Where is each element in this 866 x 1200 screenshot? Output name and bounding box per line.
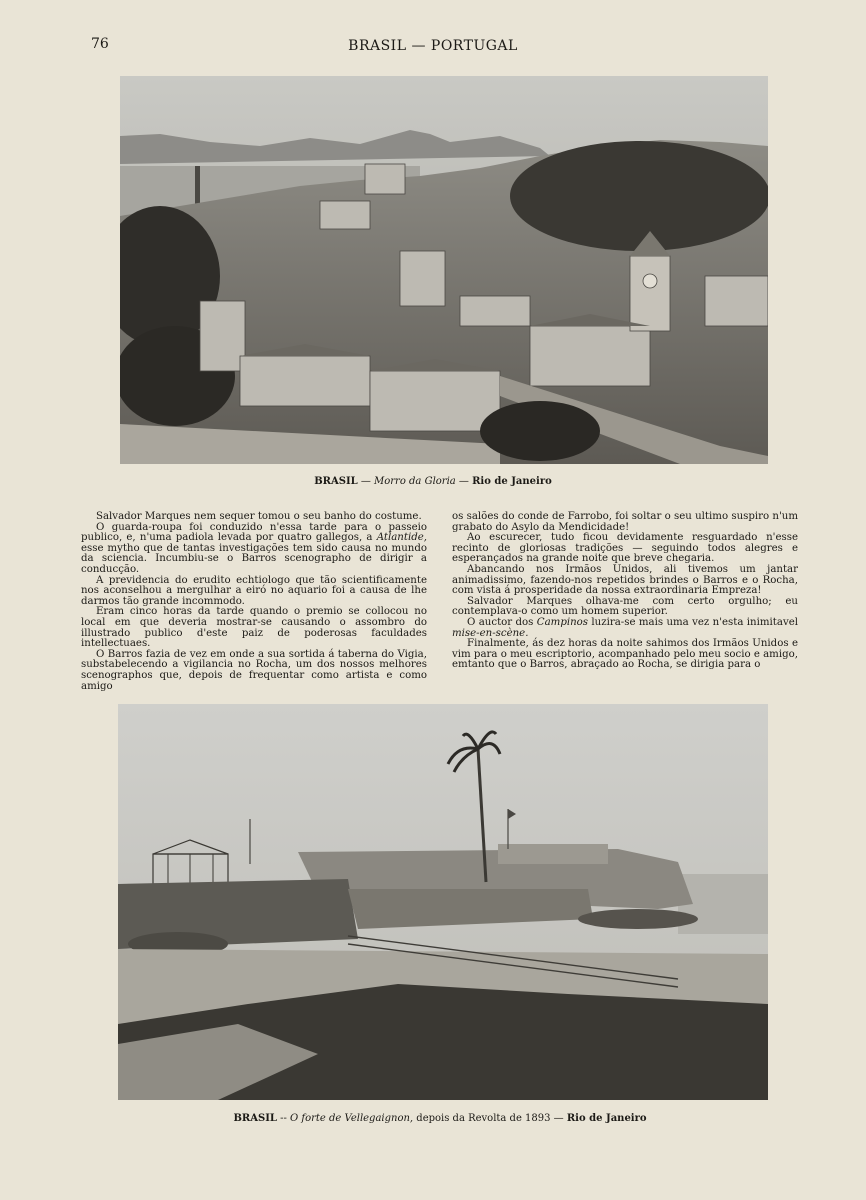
caption-place: Rio de Janeiro [472,476,552,487]
text-column-right [452,512,798,671]
text-run-italic: Atlantide, [376,532,427,544]
text-run: O auctor dos [467,616,537,628]
text-run: O guarda-roupa foi conduzido n'essa tarde para o passeio publico, e, n'uma padiola levada por quatro gallegos, a [81,521,427,544]
caption-separator: — [357,476,375,487]
caption-country: BRASIL [233,1113,277,1124]
text-run-italic: Campinos [536,616,589,628]
text-column-left [81,512,427,692]
caption-description: O forte de Vellegaignon, [290,1113,414,1124]
photo-forte-vellegaignon [118,704,768,1100]
caption-country: BRASIL [314,476,358,487]
paragraph [81,523,427,576]
caption-bottom [0,1113,866,1124]
text-run: esse mytho que de tantas investigações tem sido causa no mundo da sciencia. Incumbiu-se o Barros scenographo de dirigir a conducção. [81,542,427,575]
caption-separator: -- [276,1113,291,1124]
caption-separator: — [455,476,473,487]
caption-middle: depois da Revolta de 1893 — [413,1113,567,1124]
paragraph: Ao escurecer, tudo ficou devidamente resguardado n'esse recinto de gloriosas tradições — seguindo todos alegres e esperançados na grande noite que breve chegaria. [452,532,798,565]
caption-top [0,476,866,487]
paragraph: O Barros fazia de vez em onde a sua sortida á taberna do Vigia, substabelecendo a vigilancia no Rocha, um dos nossos melhores scenographos que, depois de frequentar como artista e como amigo [81,648,427,692]
running-head: BRASIL — PORTUGAL [348,38,518,54]
caption-description: Morro da Gloria [374,476,456,487]
paragraph: A previdencia do erudito echtiologo que tão scientificamente nos aconselhou a mergulhar a eiró no aquario foi a causa de lhe darmos tão grande incommodo. [81,574,427,607]
text-run: luzira-se mais uma vez n'esta inimitavel [588,616,798,628]
photo-morro-da-gloria [120,76,768,464]
page-number: 76 [91,36,109,52]
paragraph: os salões do conde de Farrobo, foi soltar o seu ultimo suspiro n'um grabato do Asylo da Mendicidade! [452,511,798,533]
paragraph: Salvador Marques olhava-me com certo orgulho; eu contemplava-o como um homem superior. [452,595,798,618]
paragraph: Eram cinco horas da tarde quando o premio se collocou no local em que deveria mostrar-se causando o assombro do illustrado publico d'este paiz de poderosas faculdades intellectuaes. [81,606,427,650]
paragraph: Finalmente, ás dez horas da noite sahimos dos Irmãos Unidos e vim para o meu escriptorio, acompanhado pelo meu socio e amigo, emtanto que o Barros, abraçado ao Rocha, se dirigia para o [452,638,798,671]
paragraph [452,618,798,639]
paragraph: Salvador Marques nem sequer tomou o seu banho do costume. [96,511,422,522]
paragraph: Abancando nos Irmãos Unidos, ali tivemos um jantar animadissimo, fazendo-nos repetidos brindes o Barros e o Rocha, com vista á prosperidade da nossa extraordinaria Empreza! [452,563,798,597]
caption-place: Rio de Janeiro [566,1113,647,1124]
text-run-italic: mise-en-scène. [452,627,529,639]
